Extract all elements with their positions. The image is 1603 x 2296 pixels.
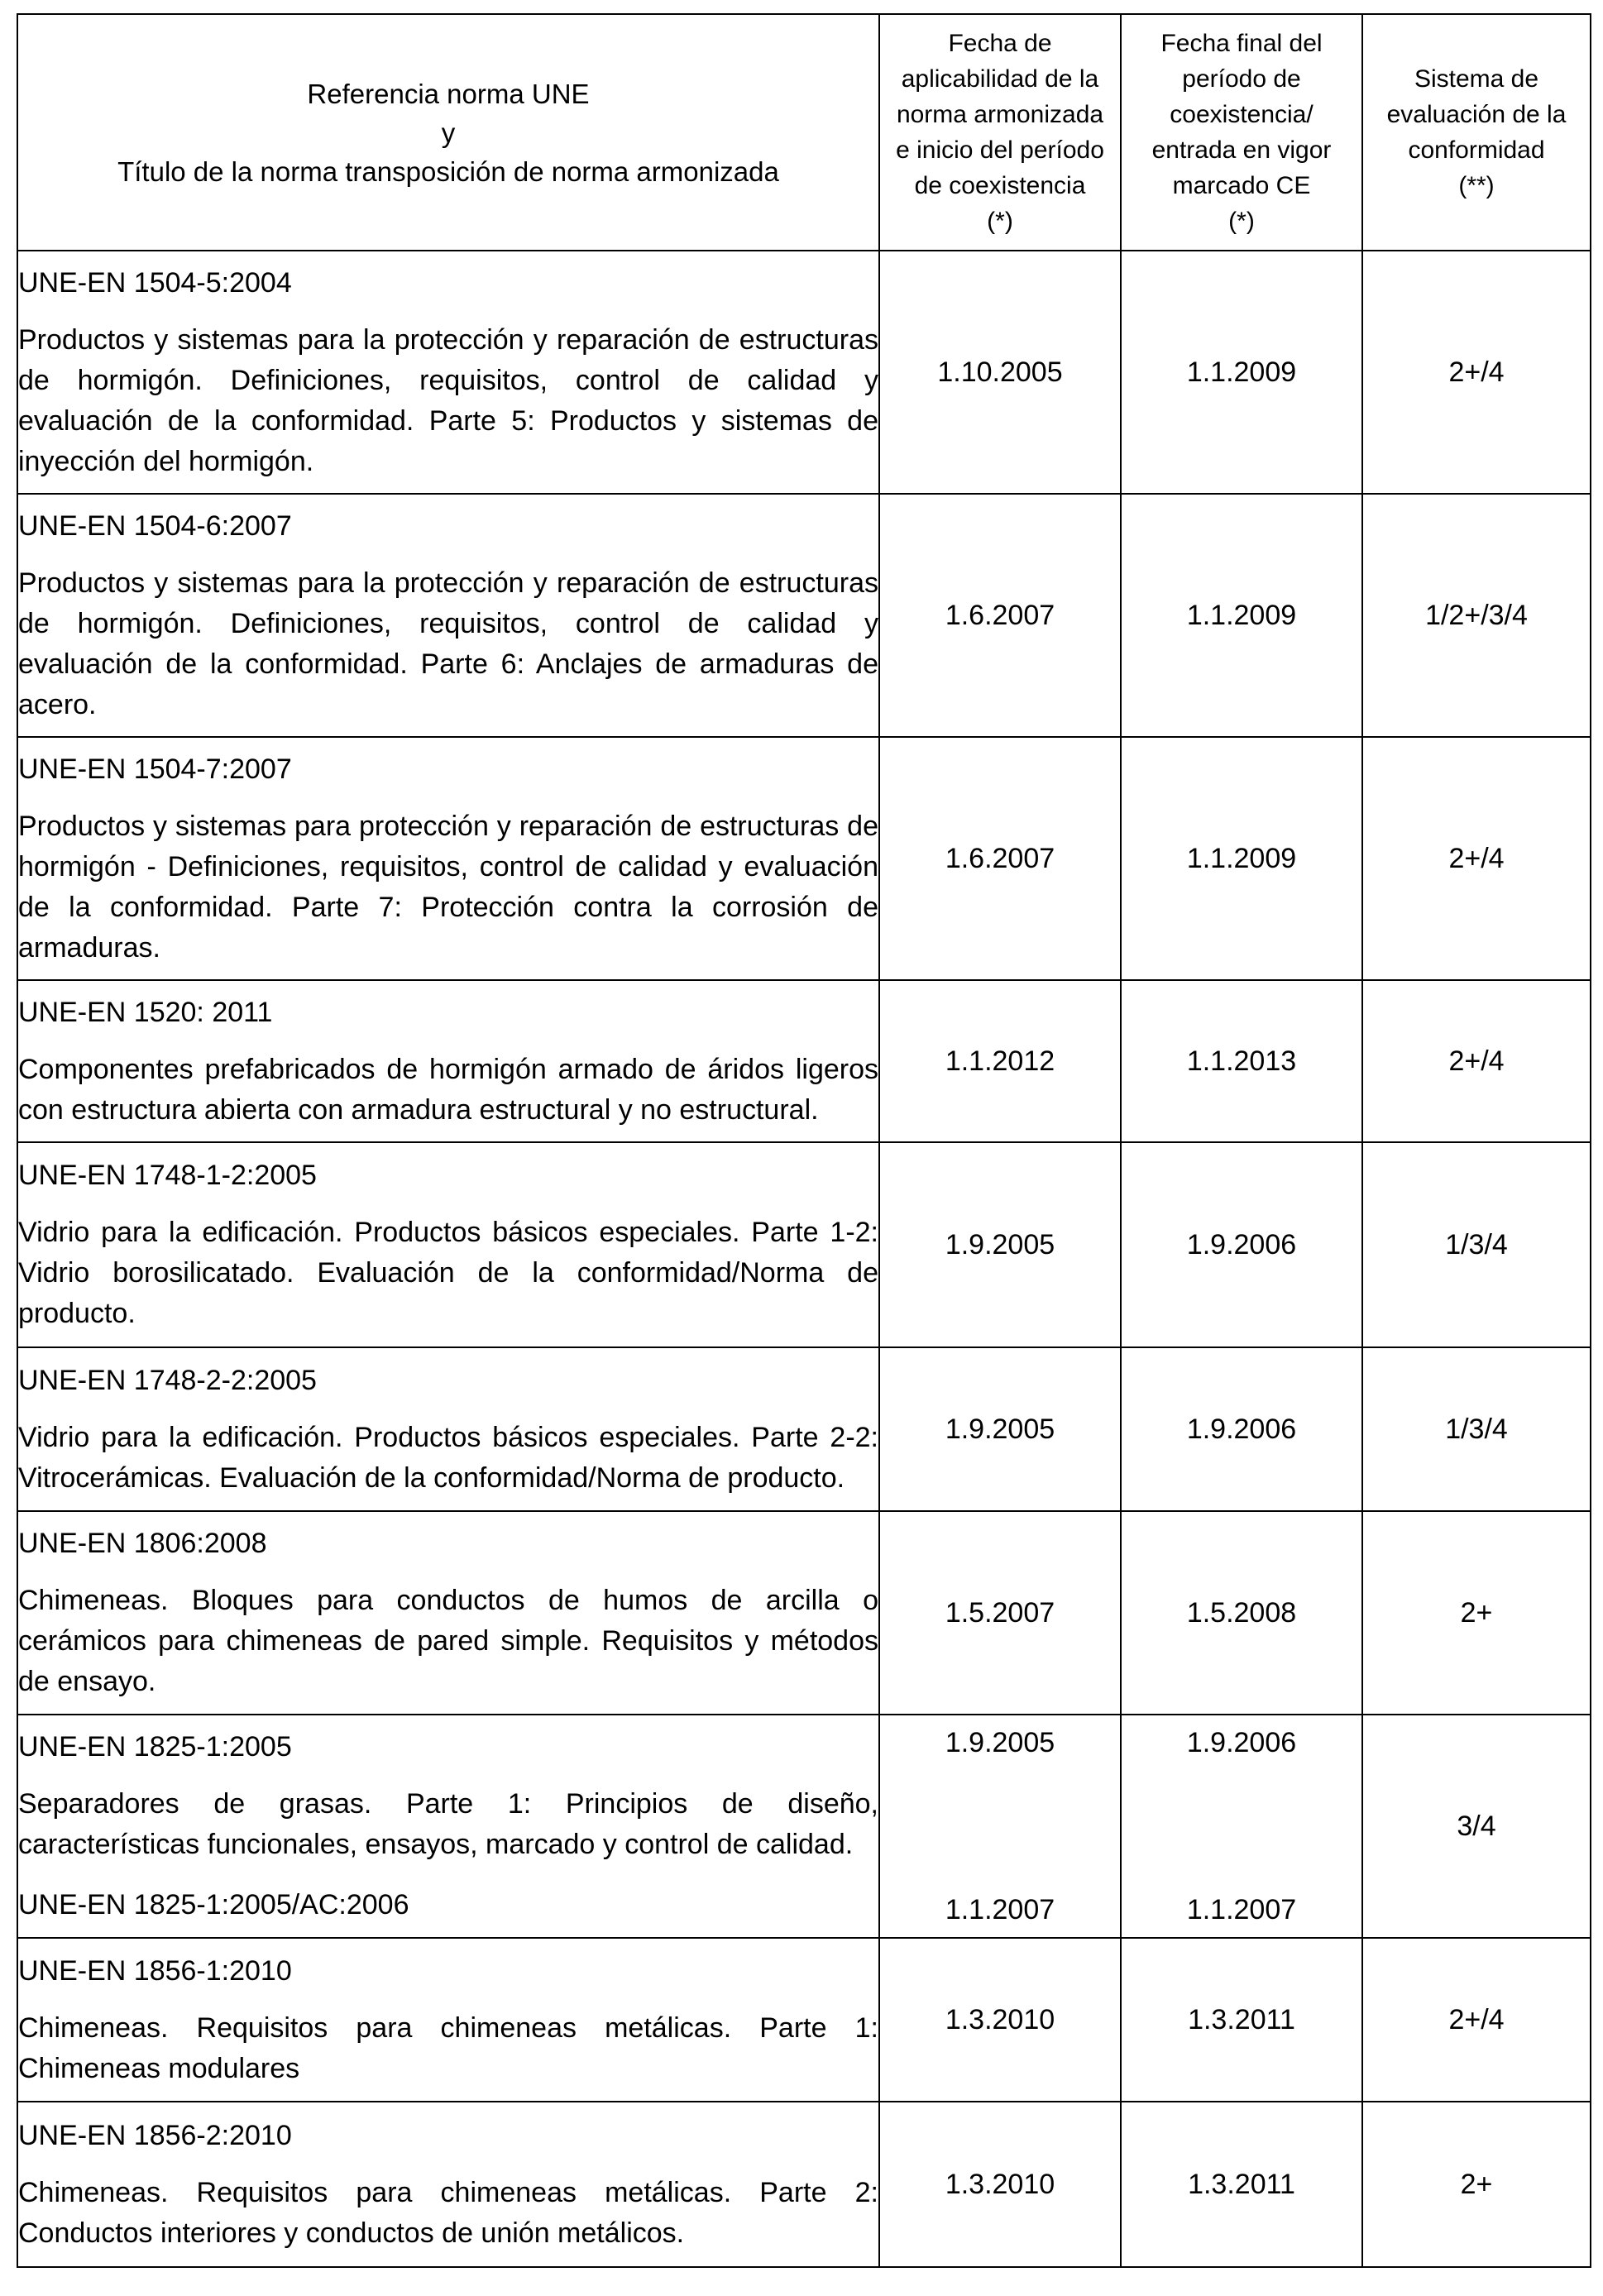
fecha-aplicabilidad: 1.6.2007 <box>879 737 1121 980</box>
norm-title-cell <box>17 1142 879 1347</box>
header-line: Sistema de <box>1414 65 1539 93</box>
fecha-aplicabilidad: 1.10.2005 <box>879 251 1121 494</box>
fecha-final: 1.1.2009 <box>1121 251 1362 494</box>
fecha-final-corrigendum: 1.1.2007 <box>1186 1893 1297 1925</box>
norm-title: Vidrio para la edificación. Productos básicos especiales. Parte 2-2: Vitrocerámicas. Evaluación de la conformidad/Norma de producto. <box>18 1421 878 1494</box>
sistema-evaluacion: 1/3/4 <box>1362 1142 1591 1347</box>
sistema-evaluacion: 2+/4 <box>1362 251 1591 494</box>
header-fecha-final <box>1121 14 1362 251</box>
norm-title-cell <box>17 980 879 1142</box>
norms-table <box>17 13 1591 2268</box>
norm-title-cell <box>17 494 879 737</box>
header-line: entrada en vigor <box>1151 136 1332 164</box>
norm-reference: UNE-EN 1504-6:2007 <box>18 509 292 542</box>
fecha-aplicabilidad: 1.9.2005 <box>879 1142 1121 1347</box>
norm-title-cell <box>17 1715 879 1938</box>
norm-title: Separadores de grasas. Parte 1: Principios de diseño, características funcionales, ensayos, marcado y control de calidad. <box>18 1788 878 1860</box>
fecha-aplicabilidad: 1.6.2007 <box>879 494 1121 737</box>
fecha-aplicabilidad <box>879 1715 1121 1938</box>
table-row <box>17 2102 1591 2267</box>
norm-title-cell <box>17 1511 879 1715</box>
fecha-aplicabilidad-corrigendum: 1.1.2007 <box>945 1893 1055 1925</box>
norm-reference: UNE-EN 1825-1:2005 <box>18 1731 292 1763</box>
norm-title-cell <box>17 1347 879 1511</box>
fecha-final: 1.3.2011 <box>1121 2102 1362 2267</box>
fecha-final: 1.9.2006 <box>1121 1347 1362 1511</box>
header-line: de coexistencia <box>914 172 1086 199</box>
header-line: Fecha de <box>948 30 1052 57</box>
header-line: evaluación de la <box>1386 101 1567 128</box>
header-line: coexistencia/ <box>1170 101 1314 128</box>
sistema-evaluacion: 3/4 <box>1362 1715 1591 1938</box>
header-line: período de <box>1182 65 1301 93</box>
fecha-final: 1.1.2009 <box>1121 494 1362 737</box>
fecha-final: 1.5.2008 <box>1121 1511 1362 1715</box>
fecha-aplicabilidad: 1.3.2010 <box>879 2102 1121 2267</box>
norm-title: Chimeneas. Requisitos para chimeneas metálicas. Parte 1: Chimeneas modulares <box>18 2011 878 2084</box>
header-line: aplicabilidad de la <box>901 65 1099 93</box>
table-row <box>17 1142 1591 1347</box>
norm-reference: UNE-EN 1856-2:2010 <box>18 2119 292 2151</box>
norm-title: Productos y sistemas para protección y reparación de estructuras de hormigón - Definiciones, requisitos, control de calidad y evaluación de la conformidad. Parte 7: Protección contra la corrosión de armaduras. <box>18 810 878 964</box>
norm-title: Chimeneas. Bloques para conductos de humos de arcilla o cerámicos para chimeneas de pared simple. Requisitos y métodos de ensayo. <box>18 1585 878 1697</box>
norm-reference: UNE-EN 1520: 2011 <box>18 996 273 1028</box>
header-fecha-aplicabilidad <box>879 14 1121 251</box>
norm-title-cell <box>17 737 879 980</box>
sistema-evaluacion: 2+/4 <box>1362 980 1591 1142</box>
norm-reference-corrigendum: UNE-EN 1825-1:2005/AC:2006 <box>18 1889 409 1921</box>
fecha-final: 1.3.2011 <box>1121 1938 1362 2102</box>
table-row <box>17 1347 1591 1511</box>
header-line: (**) <box>1458 172 1495 199</box>
header-reference-title <box>17 14 879 251</box>
sistema-evaluacion: 2+ <box>1362 2102 1591 2267</box>
sistema-evaluacion: 2+ <box>1362 1511 1591 1715</box>
norm-reference: UNE-EN 1806:2008 <box>18 1528 267 1559</box>
sistema-evaluacion: 2+/4 <box>1362 1938 1591 2102</box>
norm-reference: UNE-EN 1748-1-2:2005 <box>18 1160 317 1191</box>
table-row <box>17 1511 1591 1715</box>
header-line: Título de la norma transposición de norma armonizada <box>117 155 779 187</box>
fecha-aplicabilidad: 1.5.2007 <box>879 1511 1121 1715</box>
sistema-evaluacion: 1/3/4 <box>1362 1347 1591 1511</box>
norm-title: Componentes prefabricados de hormigón armado de áridos ligeros con estructura abierta con armadura estructural y no estructural. <box>18 1053 878 1126</box>
fecha-aplicabilidad: 1.1.2012 <box>879 980 1121 1142</box>
table-row <box>17 980 1591 1142</box>
fecha-aplicabilidad-value: 1.9.2005 <box>945 1726 1055 1758</box>
sistema-evaluacion: 2+/4 <box>1362 737 1591 980</box>
header-line: (*) <box>1228 208 1255 235</box>
sistema-evaluacion: 1/2+/3/4 <box>1362 494 1591 737</box>
norm-reference: UNE-EN 1504-7:2007 <box>18 753 292 785</box>
header-line: norma armonizada <box>896 101 1104 128</box>
header-line: (*) <box>987 208 1013 235</box>
header-line: conformidad <box>1408 136 1545 164</box>
header-line: marcado CE <box>1172 172 1311 199</box>
fecha-final: 1.9.2006 <box>1121 1142 1362 1347</box>
fecha-aplicabilidad: 1.3.2010 <box>879 1938 1121 2102</box>
norm-title: Vidrio para la edificación. Productos básicos especiales. Parte 1-2: Vidrio borosilicatado. Evaluación de la conformidad/Norma de producto. <box>18 1217 878 1329</box>
fecha-aplicabilidad: 1.9.2005 <box>879 1347 1121 1511</box>
fecha-final: 1.1.2009 <box>1121 737 1362 980</box>
fecha-final-value: 1.9.2006 <box>1186 1726 1297 1758</box>
norm-title-cell <box>17 251 879 494</box>
header-line: Fecha final del <box>1160 30 1323 57</box>
table-row <box>17 494 1591 737</box>
norm-reference: UNE-EN 1504-5:2004 <box>18 266 292 299</box>
norm-title-cell <box>17 1938 879 2102</box>
norm-title-cell <box>17 2102 879 2267</box>
norm-title: Productos y sistemas para la protección y reparación de estructuras de hormigón. Definiciones, requisitos, control de calidad y evaluación de la conformidad. Parte 5: Productos y sistemas de inyección del hormigón. <box>18 323 878 477</box>
norm-title: Productos y sistemas para la protección y reparación de estructuras de hormigón. Definiciones, requisitos, control de calidad y evaluación de la conformidad. Parte 6: Anclajes de armaduras de acero. <box>18 567 878 720</box>
header-line: y <box>441 117 456 148</box>
table-row <box>17 251 1591 494</box>
fecha-final <box>1121 1715 1362 1938</box>
header-sistema-evaluacion <box>1362 14 1591 251</box>
norm-title: Chimeneas. Requisitos para chimeneas metálicas. Parte 2: Conductos interiores y conductos de unión metálicos. <box>18 2176 878 2249</box>
table-row <box>17 1715 1591 1938</box>
norm-reference: UNE-EN 1748-2-2:2005 <box>18 1364 317 1396</box>
table-row <box>17 1938 1591 2102</box>
header-line: e inicio del período <box>896 136 1104 164</box>
header-row <box>17 14 1591 251</box>
header-line: Referencia norma UNE <box>307 78 590 109</box>
fecha-final: 1.1.2013 <box>1121 980 1362 1142</box>
norm-reference: UNE-EN 1856-1:2010 <box>18 1954 292 1987</box>
table-row <box>17 737 1591 980</box>
